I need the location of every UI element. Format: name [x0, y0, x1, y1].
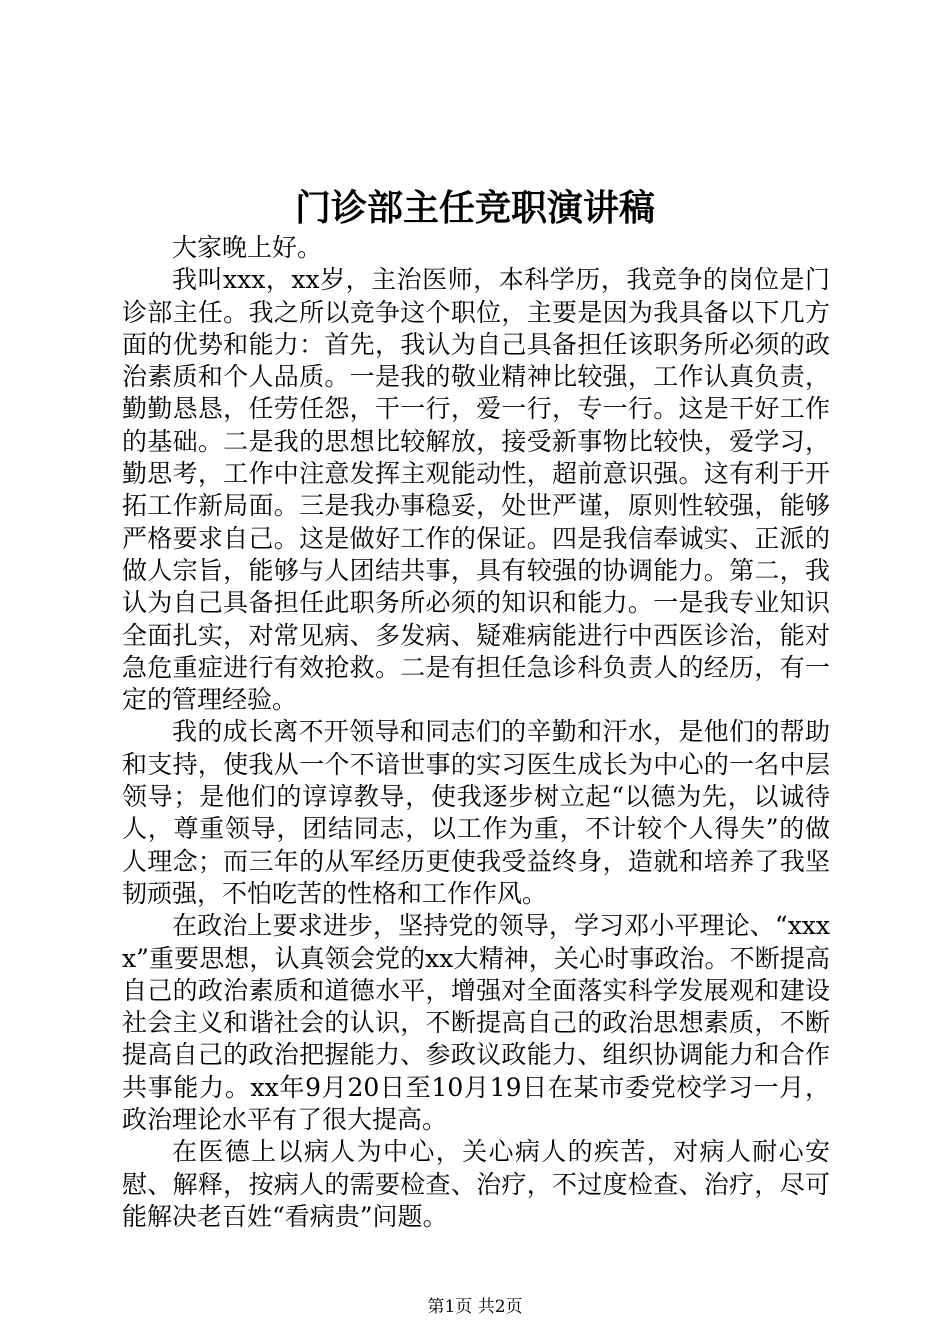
paragraph-politics: 在政治上要求进步，坚持党的领导，学习邓小平理论、“xxxx”重要思想，认真领会党的xx大精神，关心时事政治。不断提高自己的政治素质和道德水平，增强对全面落实科学发展观和建设社会主义和谐社会的认识，不断提高自己的政治思想素质，不断提高自己的政治把握能力、参政议政能力、组织协调能力和合作共事能力。xx年9月20日至10月19日在某市委党校学习一月，政治理论水平有了很大提高。: [122, 911, 830, 1135]
paragraph-self-introduction: 我叫xxx，xx岁，主治医师，本科学历，我竞争的岗位是门诊部主任。我之所以竞争这个职位，主要是因为我具备以下几方面的优势和能力：首先，我认为自己具备担任该职务所必须的政治素质和个人品质。一是我的敬业精神比较强，工作认真负责，勤勤恳恳，任劳任怨，干一行，爱一行，专一行。这是干好工作的基础。二是我的思想比较解放，接受新事物比较快，爱学习，勤思考，工作中注意发挥主观能动性，超前意识强。这有利于开拓工作新局面。三是我办事稳妥，处世严谨，原则性较强，能够严格要求自己。这是做好工作的保证。四是我信奉诚实、正派的做人宗旨，能够与人团结共事，具有较强的协调能力。第二，我认为自己具备担任此职务所必须的知识和能力。一是我专业知识全面扎实，对常见病、多发病、疑难病能进行中西医诊治，能对急危重症进行有效抢救。二是有担任急诊科负责人的经历，有一定的管理经验。: [122, 265, 830, 715]
document-title: 门诊部主任竞职演讲稿: [294, 187, 655, 229]
page-footer: 第1页 共2页: [427, 1297, 523, 1317]
paragraph-greeting: 大家晚上好。: [172, 233, 323, 262]
document-body: [122, 232, 830, 1233]
paragraph-growth: 我的成长离不开领导和同志们的辛勤和汗水，是他们的帮助和支持，使我从一个不谙世事的实习医生成长为中心的一名中层领导；是他们的谆谆教导，使我逐步树立起“以德为先，以诚待人，尊重领导，团结同志，以工作为重，不计较个人得失”的做人理念；而三年的从军经历更使我受益终身，造就和培养了我坚韧顽强，不怕吃苦的性格和工作作风。: [122, 717, 830, 908]
paragraph-medical-ethics: 在医德上以病人为中心，关心病人的疾苦，对病人耐心安慰、解释，按病人的需要检查、治疗，不过度检查、治疗，尽可能解决老百姓“看病贵”问题。: [122, 1137, 830, 1231]
